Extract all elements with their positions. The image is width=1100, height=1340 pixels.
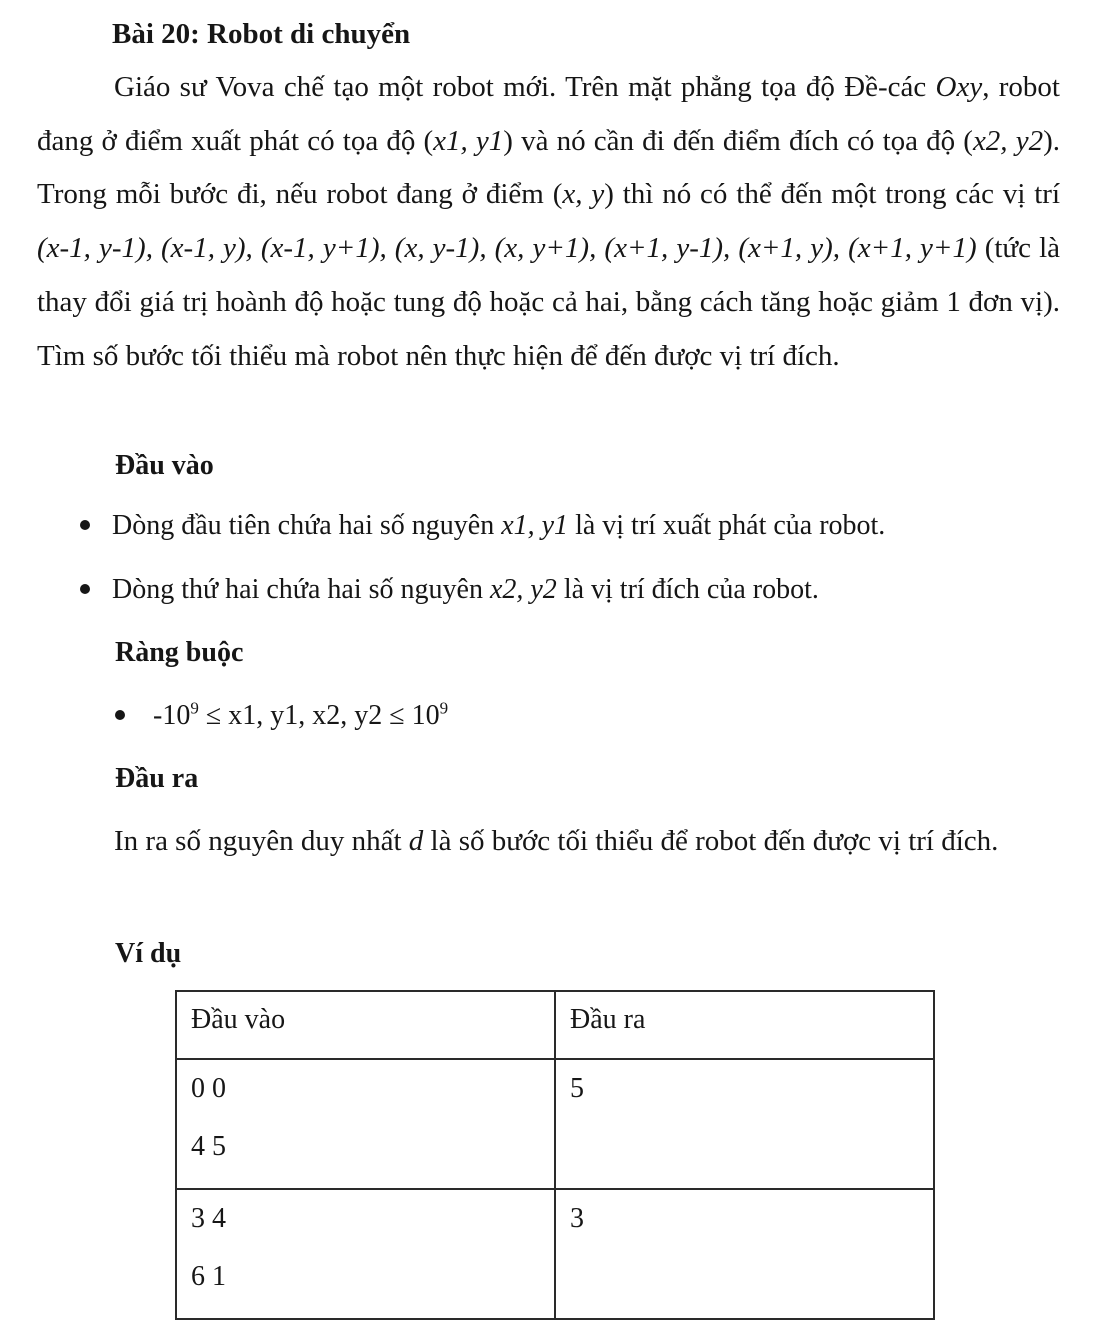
bullet-dot [80, 520, 90, 530]
table-row [176, 1189, 934, 1319]
statement-text: ) thì nó có thể đến một trong các vị trí [604, 178, 1061, 211]
bullet-dot [115, 710, 125, 720]
input-line: 4 5 [191, 1131, 226, 1162]
example-heading: Ví dụ [115, 938, 182, 969]
input-line: 6 1 [191, 1261, 226, 1292]
statement-var: x2, y2 [972, 124, 1044, 157]
output-cell [555, 1059, 934, 1189]
table-row [176, 1059, 934, 1189]
column-header-output: Đầu ra [555, 991, 934, 1059]
statement-var: x1, y1 [433, 124, 504, 157]
problem-statement [37, 61, 1060, 383]
statement-text: (tức là thay đổi giá trị hoành độ hoặc tung độ hoặc cả hai, bằng cách tăng hoặc giảm 1 đơn vị). Tìm số bước tối thiểu mà robot nên thực hiện để đến được vị trí đích. [37, 232, 1060, 372]
statement-moves: (x-1, y-1), (x-1, y), (x-1, y+1), (x, y-1), (x, y+1), (x+1, y-1), (x+1, y), (x+1, y+1) [37, 232, 977, 265]
input-line: 0 0 [191, 1073, 226, 1104]
example-table [175, 990, 935, 1320]
statement-text: ) và nó cần đi đến điểm đích có tọa độ ( [503, 124, 973, 157]
output-heading: Đầu ra [115, 763, 199, 794]
input-bullet-2: Dòng thứ hai chứa hai số nguyên x2, y2 là vị trí đích của robot. [80, 574, 819, 606]
statement-text: Giáo sư Vova chế tạo một robot mới. Trên mặt phẳng tọa độ Đề-các [114, 71, 936, 103]
statement-var: Oxy [935, 71, 983, 103]
input-cell [176, 1189, 555, 1319]
input-bullet-1: Dòng đầu tiên chứa hai số nguyên x1, y1 là vị trí xuất phát của robot. [80, 510, 885, 542]
problem-title: Bài 20: Robot di chuyển [112, 18, 411, 50]
input-heading: Đầu vào [115, 450, 214, 481]
bullet-dot [80, 584, 90, 594]
output-cell [555, 1189, 934, 1319]
constraint-heading: Ràng buộc [115, 637, 244, 668]
statement-var: x, y [562, 178, 605, 211]
output-line: 5 [570, 1073, 584, 1104]
input-line: 3 4 [191, 1203, 226, 1234]
constraint-bullet: $-10^9 \le x1$, y1, x2, $y2 \le 10^9$ [115, 700, 448, 732]
column-header-input: Đầu vào [176, 991, 555, 1059]
input-cell [176, 1059, 555, 1189]
output-description: In ra số nguyên duy nhất d là số bước tối thiểu để robot đến được vị trí đích. [114, 825, 999, 857]
table-header-row [176, 991, 934, 1059]
output-line: 3 [570, 1203, 584, 1234]
statement-text: ). Trong mỗi bước đi, nếu robot đang ở điểm ( [37, 124, 1060, 211]
statement-text: , robot đang ở điểm xuất phát có tọa độ ( [37, 71, 1060, 157]
